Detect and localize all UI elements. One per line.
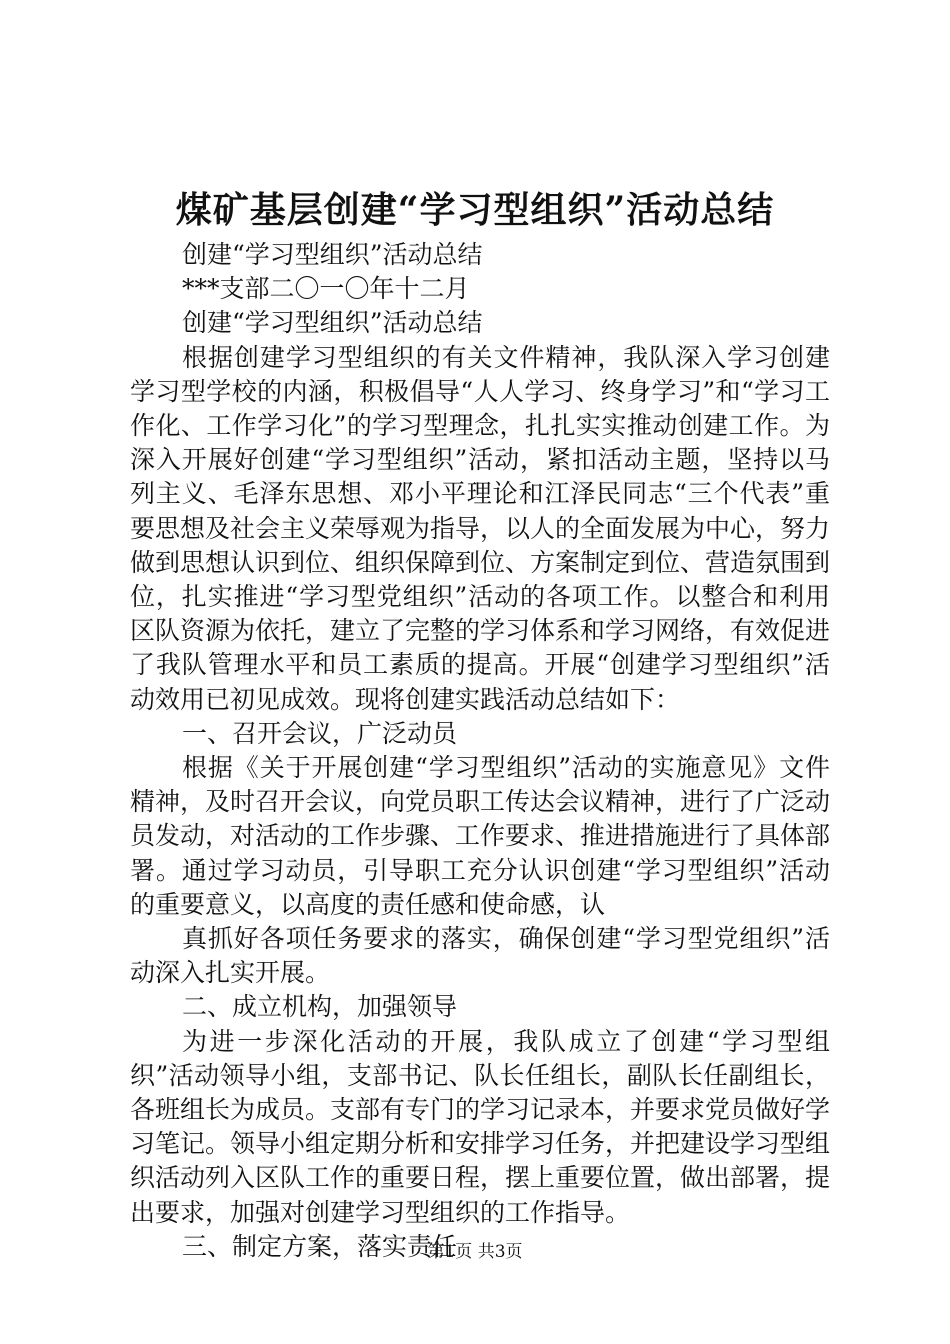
subtitle-repeat-paragraph: 创建“学习型组织”活动总结 <box>182 308 483 338</box>
section-heading-2: 二、成立机构，加强领导 <box>182 992 458 1022</box>
section-heading-1: 一、召开会议，广泛动员 <box>182 718 458 748</box>
section-heading-3: 三、制定方案，落实责任 <box>182 1231 458 1261</box>
document-title: 煤矿基层创建“学习型组织”活动总结 <box>175 189 775 231</box>
section-1-continuation: 真抓好各项任务要求的落实，确保创建“学习型党组织”活动深入扎实开展。 <box>130 924 830 988</box>
section-1-paragraph: 根据《关于开展创建“学习型组织”活动的实施意见》文件精神，及时召开会议，向党员职工传达会议精神，进行了广泛动员发动，对活动的工作步骤、工作要求、推进措施进行了具体部署。通过学习动员，引导职工充分认识创建“学习型组织”活动的重要意义，以高度的责任感和使命感，认 <box>130 753 831 919</box>
section-2-paragraph: 为进一步深化活动的开展，我队成立了创建“学习型组织”活动领导小组，支部书记、队长任组长，副队长任副组长，各班组长为成员。支部有专门的学习记录本，并要求党员做好学习笔记。领导小组定期分析和安排学习任务，并把建设学习型组织活动列入区队工作的重要日程，摆上重要位置，做出部署，提出要求，加强对创建学习型组织的工作指导。 <box>130 1026 831 1227</box>
intro-paragraph: 根据创建学习型组织的有关文件精神，我队深入学习创建学习型学校的内涵，积极倡导“人人学习、终身学习”和“学习工作化、工作学习化”的学习型理念，扎扎实实推动创建工作。为深入开展好创建“学习型组织”活动，紧扣活动主题，坚持以马列主义、毛泽东思想、邓小平理论和江泽民同志“三个代表”重要思想及社会主义荣辱观为指导，以人的全面发展为中心，努力做到思想认识到位、组织保障到位、方案制定到位、营造氛围到位，扎实推进“学习型党组织”活动的各项工作。以整合和利用区队资源为依托，建立了完整的学习体系和学习网络，有效促进了我队管理水平和员工素质的提高。开展“创建学习型组织”活动效用已初见成效。现将创建实践活动总结如下： <box>130 342 831 714</box>
page-footer: 第1页 共3页 <box>427 1242 523 1262</box>
author-date-paragraph: ***支部二〇一〇年十二月 <box>182 274 470 304</box>
subtitle-paragraph: 创建“学习型组织”活动总结 <box>182 240 483 269</box>
document-body <box>130 238 830 1264</box>
